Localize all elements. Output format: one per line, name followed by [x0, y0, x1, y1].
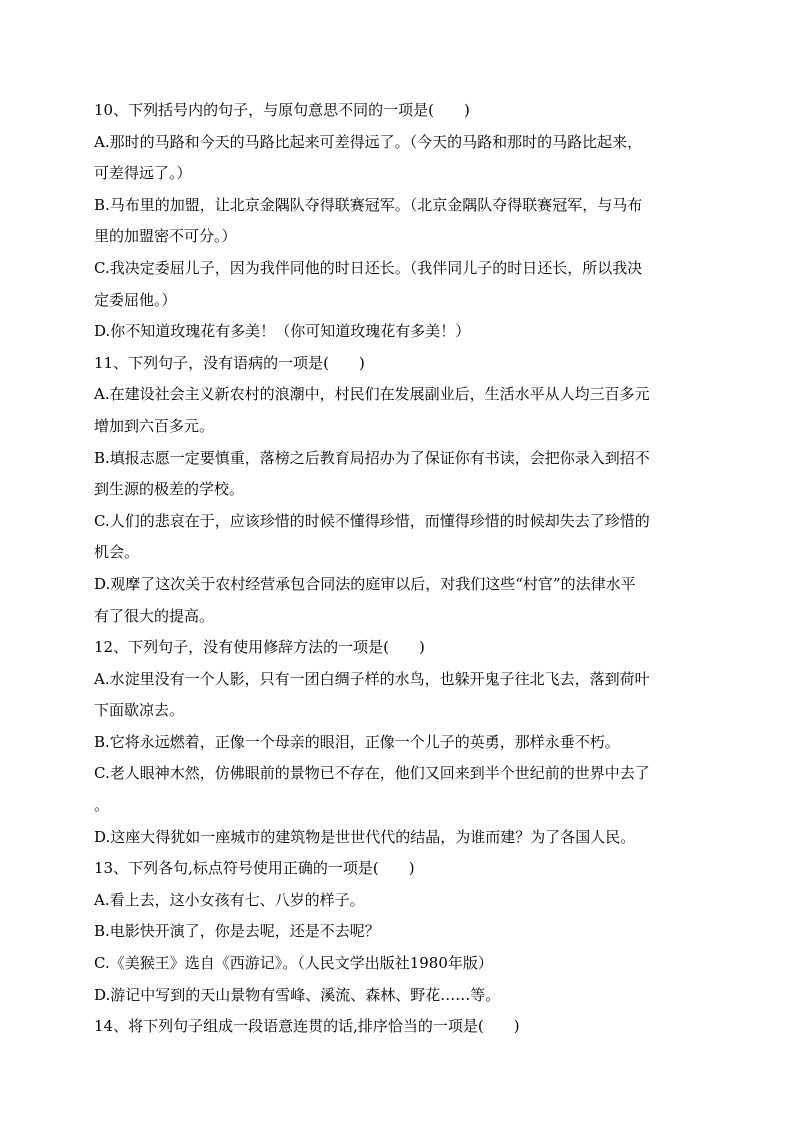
question-13-option-c: C.《美猴王》选自《西游记》。（人民文学出版社1980年版）	[94, 954, 493, 973]
question-12-option-c-cont: 。	[94, 796, 110, 815]
question-10-option-b-cont: 里的加盟密不可分。）	[94, 227, 237, 246]
question-12-stem: 12、下列句子，没有使用修辞方法的一项是( )	[94, 638, 425, 657]
question-11-option-d: D.观摩了这次关于农村经营承包合同法的庭审以后，对我们这些“村官”的法律水平	[94, 574, 636, 593]
question-12-option-b: B.它将永远燃着，正像一个母亲的眼泪，正像一个儿子的英勇，那样永垂不朽。	[94, 732, 620, 751]
question-13-option-b: B.电影快开演了，你是去呢，还是不去呢？	[94, 922, 380, 941]
question-11-option-b: B.填报志愿一定要慎重，落榜之后教育局招办为了保证你有书读，会把你录入到招不	[94, 448, 650, 467]
question-12-option-c: C.老人眼神木然，仿佛眼前的景物已不存在，他们又回来到半个世纪前的世界中去了	[94, 764, 650, 783]
question-10-option-a-cont: 可差得远了。）	[94, 164, 192, 183]
question-10-option-c-cont: 定委屈他。）	[94, 290, 177, 309]
question-12-option-d: D.这座大得犹如一座城市的建筑物是世世代代的结晶，为谁而建？为了各国人民。	[94, 827, 636, 846]
question-12-option-a-cont: 下面歇凉去。	[94, 701, 185, 720]
question-12-option-a: A.水淀里没有一个人影，只有一团白绸子样的水鸟，也躲开鬼子往北飞去，落到荷叶	[94, 669, 650, 688]
question-11-stem: 11、下列句子，没有语病的一项是( )	[94, 353, 365, 372]
question-11-option-a: A.在建设社会主义新农村的浪潮中，村民们在发展副业后，生活水平从人均三百多元	[94, 385, 650, 404]
question-10-option-c: C.我决定委屈儿子，因为我伴同他的时日还长。（我伴同儿子的时日还长，所以我决	[94, 258, 643, 277]
question-11-option-b-cont: 到生源的极差的学校。	[94, 480, 245, 499]
question-11-option-a-cont: 增加到六百多元。	[94, 416, 215, 435]
question-13-stem: 13、下列各句,标点符号使用正确的一项是( )	[94, 859, 415, 878]
question-13-option-d: D.游记中写到的天山景物有雪峰、溪流、森林、野花……等。	[94, 985, 501, 1004]
question-10-option-b: B.马布里的加盟，让北京金隅队夺得联赛冠军。（北京金隅队夺得联赛冠军，与马布	[94, 195, 643, 214]
question-10-option-a: A.那时的马路和今天的马路比起来可差得远了。（今天的马路和那时的马路比起来，	[94, 132, 643, 151]
document-page	[94, 95, 700, 1043]
question-11-option-c: C.人们的悲哀在于，应该珍惜的时候不懂得珍惜，而懂得珍惜的时候却失去了珍惜的	[94, 511, 650, 530]
question-10-option-d: D.你不知道玫瑰花有多美！（你可知道玫瑰花有多美！）	[94, 322, 471, 341]
question-13-option-a: A.看上去，这小女孩有七、八岁的样子。	[94, 890, 365, 909]
question-10-stem: 10、下列括号内的句子，与原句意思不同的一项是( )	[94, 101, 470, 119]
question-11-option-d-cont: 有了很大的提高。	[94, 606, 215, 625]
question-14-stem: 14、将下列句子组成一段语意连贯的话,排序恰当的一项是( )	[94, 1017, 520, 1036]
question-11-option-c-cont: 机会。	[94, 543, 140, 562]
